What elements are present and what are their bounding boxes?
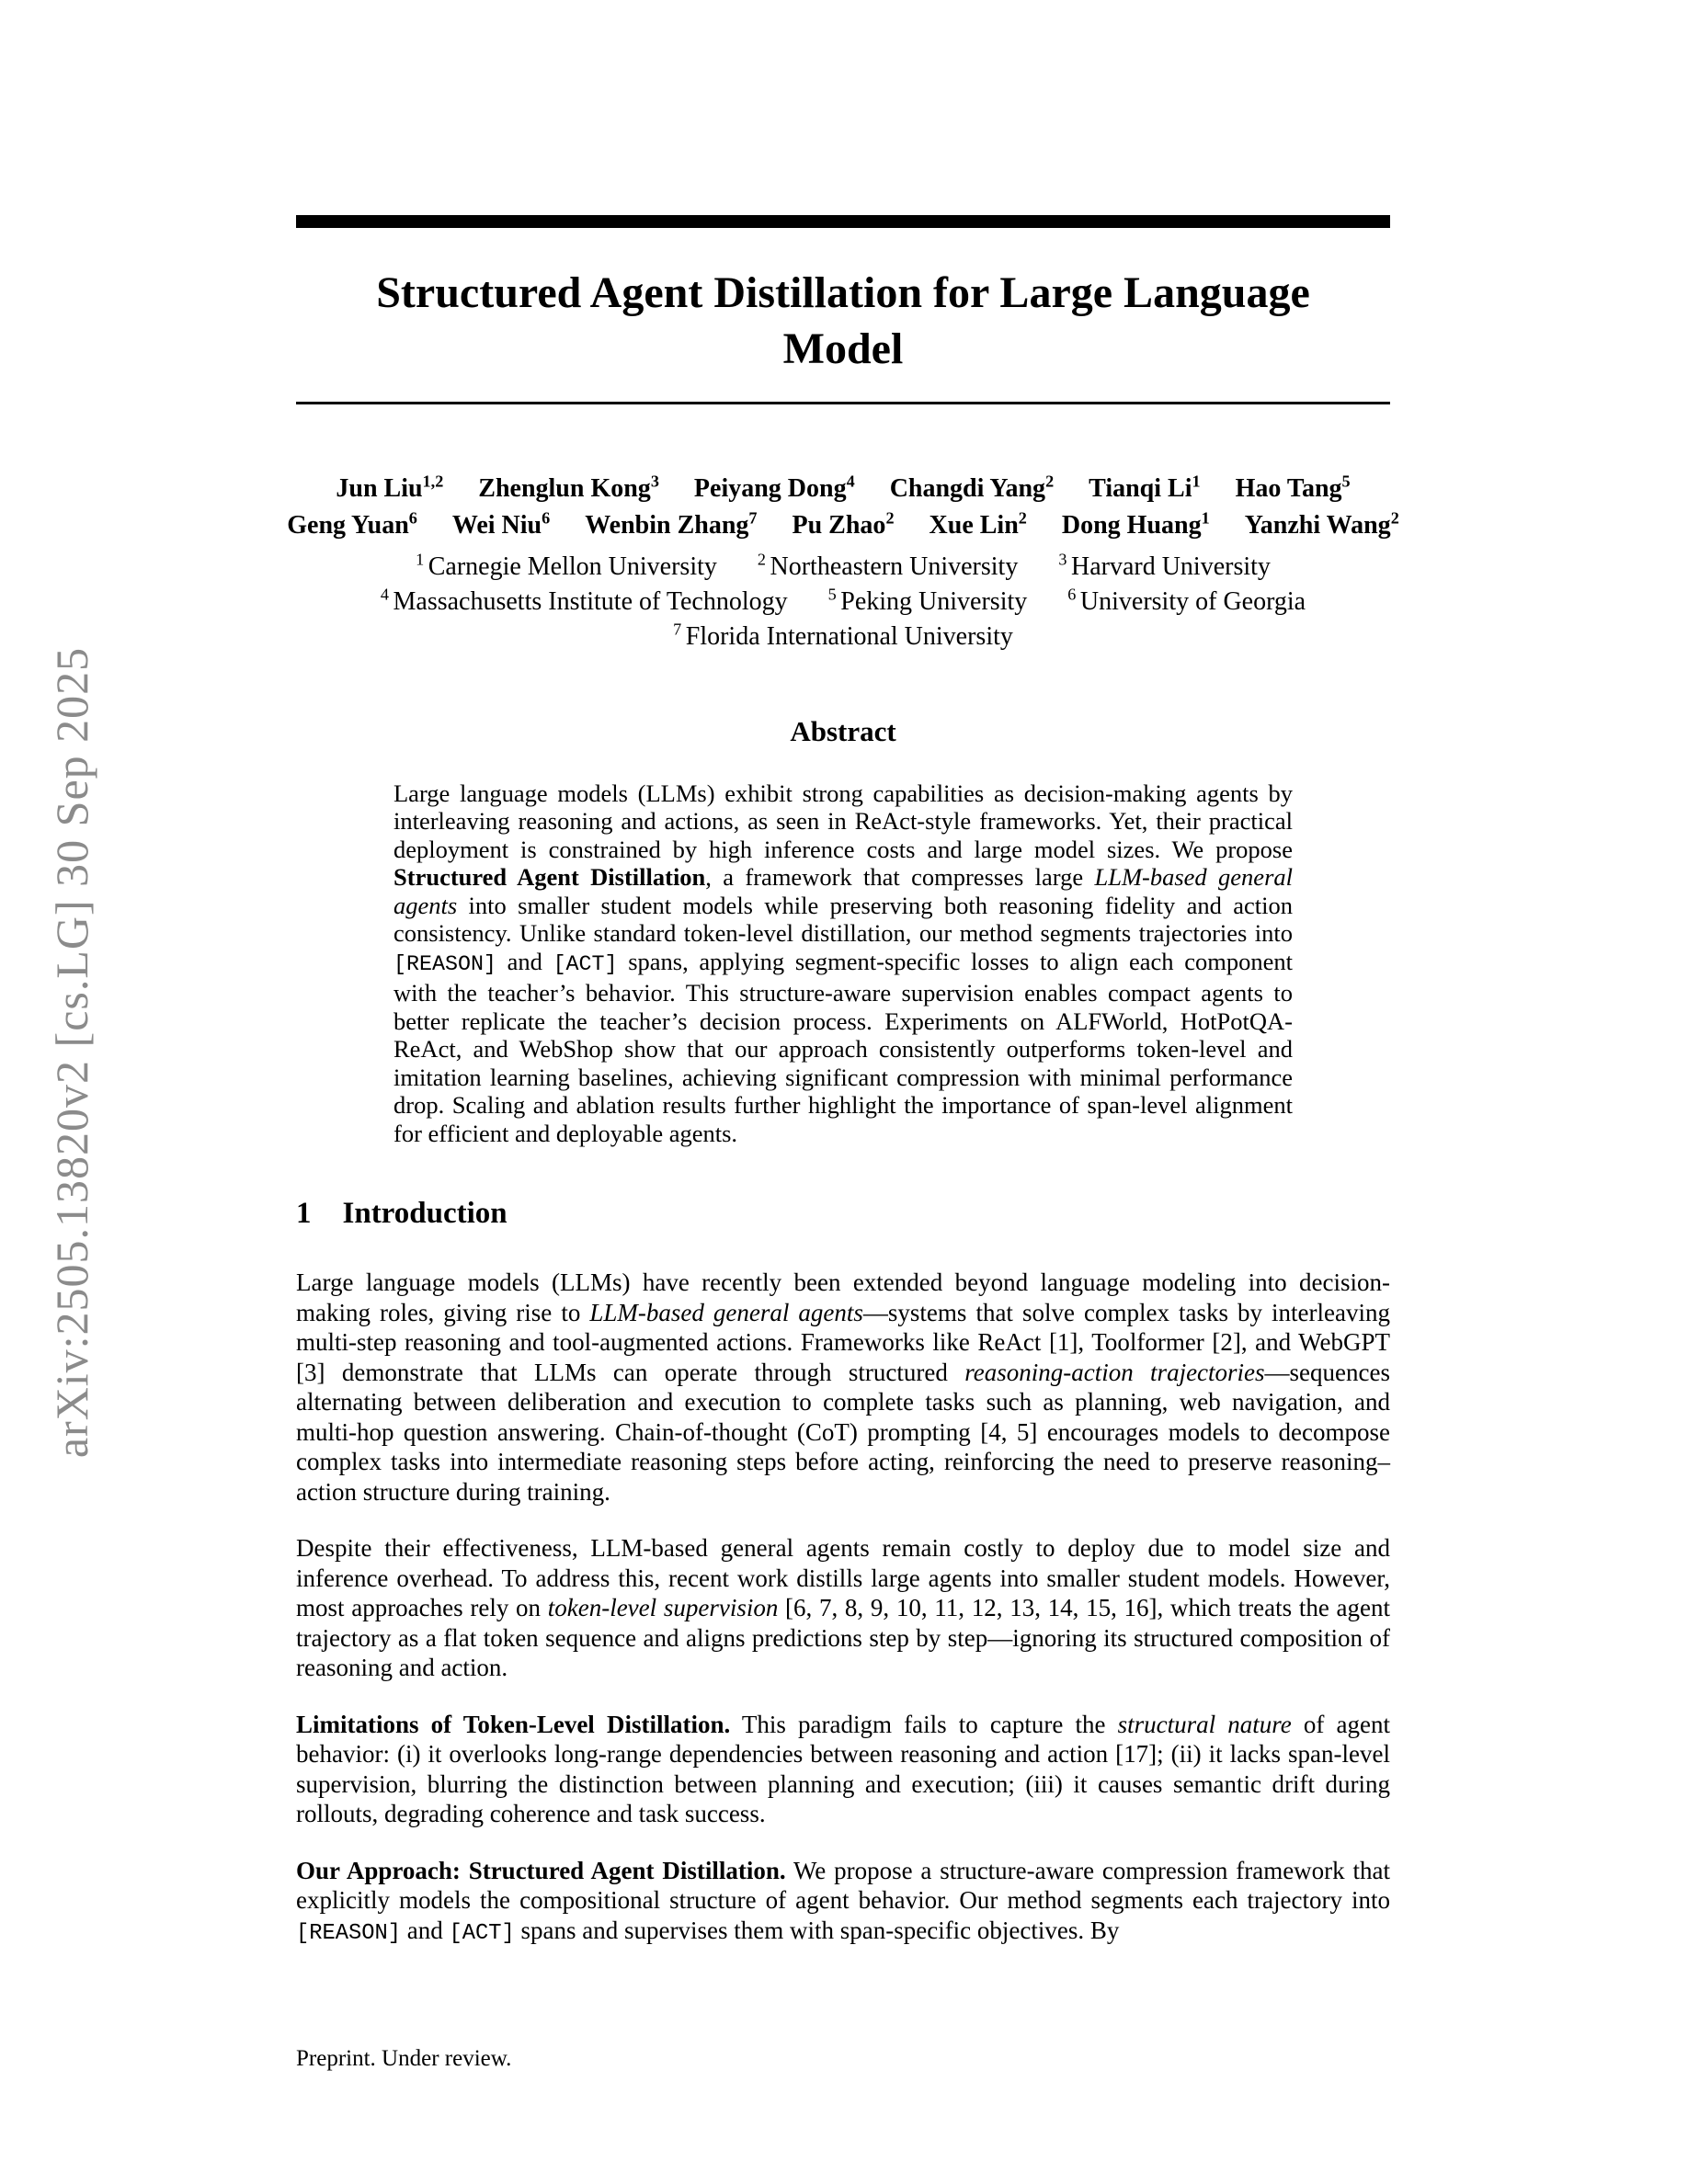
- author-affiliation-superscript: 1: [1201, 508, 1210, 528]
- text-span: , a framework that compresses large: [705, 863, 1095, 892]
- text-span: [6, 7, 8, 9, 10, 11, 12, 13, 14, 15, 16], which treats the agent trajectory as a flat token sequence and aligns predictions step by step—ignoring its structured composition of reasoning and action.: [296, 1594, 1390, 1682]
- author-affiliation-superscript: 2: [885, 508, 895, 528]
- affiliation-superscript: 5: [827, 585, 841, 604]
- text-span: reasoning-action trajectories: [964, 1358, 1265, 1386]
- affiliation: $^4$ Massachusetts Institute of Technology: [380, 585, 788, 616]
- text-span: —sequences alternating between deliberation and execution to complete tasks such as planning, web navigation, and multi-hop question answering. Chain-of-thought (CoT) prompting [4, 5] encourages models to decompose complex tasks into intermediate reasoning steps before acting, reinforcing the need to preserve reasoning–action structure during training.: [296, 1358, 1390, 1506]
- text-span: Large language models (LLMs) exhibit strong capabilities as decision-making agents by interleaving reasoning and actions, as seen in ReAct-style frameworks. Yet, their practical deployment is constrained by high inference costs and large model sizes. We propose: [393, 779, 1293, 863]
- affiliation: $^3$ Harvard University: [1058, 550, 1271, 581]
- code-span: [ACT]: [449, 1920, 515, 1946]
- author-name: Changdi Yang$^2$: [889, 472, 1055, 503]
- title-rule-bottom: [296, 402, 1390, 404]
- affiliation-superscript: 6: [1067, 585, 1080, 604]
- author-affiliation-superscript: 5: [1341, 472, 1351, 491]
- author-rows: [287, 471, 1399, 544]
- affiliation-superscript: 2: [757, 550, 770, 569]
- author-name: Jun Liu$^{1,2}$: [336, 472, 444, 503]
- author-affiliation-superscript: 7: [748, 508, 758, 528]
- affiliation-superscript: 1: [416, 550, 428, 569]
- affiliation-row: [296, 585, 1390, 620]
- author-name: Zhenglun Kong$^3$: [478, 472, 659, 503]
- text-span: token-level supervision: [547, 1594, 779, 1622]
- text-span: and: [401, 1916, 450, 1944]
- text-span: Large language models (LLMs) have recently been extended beyond language modeling into decision-making roles, giving rise to: [296, 1268, 1390, 1326]
- affiliation: $^6$ University of Georgia: [1067, 585, 1306, 616]
- author-affiliation-superscript: 3: [650, 472, 659, 491]
- author-affiliation-superscript: 2: [1045, 472, 1055, 491]
- affiliation: $^2$ Northeastern University: [757, 550, 1019, 581]
- paper-title-line1: Structured Agent Distillation for Large Language: [376, 268, 1310, 317]
- text-span: —systems that solve complex tasks by interleaving multi-step reasoning and tool-augmented actions. Frameworks like ReAct [1], Toolformer [2], and WebGPT [3] demonstrate that LLMs can operate through structured: [296, 1298, 1390, 1386]
- title-rule-top: [296, 215, 1390, 228]
- text-span: of agent behavior: (i) it overlooks long-range dependencies between reasoning and action [17]; (ii) it lacks span-level supervision, blurring the distinction between planning and execution; (iii) it causes semantic drift during rollouts, degrading coherence and task success.: [296, 1710, 1390, 1828]
- affiliation-superscript: 7: [673, 620, 686, 639]
- affiliation-row: [296, 550, 1390, 585]
- code-span: [REASON]: [296, 1920, 402, 1946]
- section-title: Introduction: [342, 1197, 508, 1231]
- affiliation: $^1$ Carnegie Mellon University: [416, 550, 717, 581]
- affiliation-rows: [296, 550, 1390, 654]
- abstract-heading: Abstract: [790, 714, 896, 747]
- paper-title: [296, 265, 1390, 378]
- arxiv-watermark: arXiv:2505.13820v2 [cs.LG] 30 Sep 2025: [46, 646, 97, 1459]
- author-name: Peiyang Dong$^4$: [693, 472, 855, 503]
- author-block: [287, 471, 1399, 654]
- paragraph: [296, 1533, 1390, 1683]
- author-affiliation-superscript: 2: [1018, 508, 1027, 528]
- abstract-section: [296, 715, 1390, 1148]
- author-row: [296, 471, 1390, 507]
- text-span: Limitations of Token-Level Distillation.: [296, 1710, 731, 1738]
- affiliation: $^7$ Florida International University: [673, 620, 1013, 651]
- text-span: Our Approach: Structured Agent Distillation.: [296, 1856, 786, 1884]
- author-affiliation-superscript: 6: [408, 508, 417, 528]
- author-name: Yanzhi Wang$^2$: [1244, 508, 1399, 540]
- author-name: Pu Zhao$^2$: [792, 508, 895, 540]
- author-name: Geng Yuan$^6$: [287, 508, 417, 540]
- affiliation-superscript: 4: [380, 585, 393, 604]
- author-name: Xue Lin$^2$: [929, 508, 1027, 540]
- affiliation-superscript: 3: [1058, 550, 1071, 569]
- author-affiliation-superscript: 4: [846, 472, 855, 491]
- code-span: [ACT]: [553, 952, 618, 977]
- author-name: Wenbin Zhang$^7$: [585, 508, 758, 540]
- author-name: Hao Tang$^5$: [1235, 472, 1351, 503]
- text-span: We propose a structure-aware compression framework that explicitly models the compositional structure of agent behavior. Our method segments each trajectory into: [296, 1856, 1390, 1915]
- paper-content: [287, 0, 1399, 1975]
- text-span: This paradigm fails to capture the: [730, 1710, 1118, 1738]
- paragraph: [296, 1856, 1390, 1950]
- introduction-body: [296, 1268, 1390, 1949]
- author-name: Dong Huang$^1$: [1061, 508, 1210, 540]
- code-span: [REASON]: [393, 952, 496, 977]
- affiliation-row: [296, 620, 1390, 654]
- author-affiliation-superscript: 2: [1390, 508, 1399, 528]
- preprint-note: Preprint. Under review.: [296, 2046, 512, 2071]
- paragraph: [296, 1710, 1390, 1829]
- author-affiliation-superscript: 1: [1192, 472, 1201, 491]
- author-row: [287, 507, 1399, 544]
- author-name: Tianqi Li$^1$: [1089, 472, 1201, 503]
- text-span: into smaller student models while preserving both reasoning fidelity and action consistency. Unlike standard token-level distillation, our method segments trajectories into: [393, 891, 1293, 948]
- affiliation: $^5$ Peking University: [827, 585, 1028, 616]
- paragraph: [296, 1268, 1390, 1507]
- author-affiliation-superscript: 1,2: [422, 472, 444, 491]
- text-span: Structured Agent Distillation: [393, 863, 706, 892]
- section-number: 1: [296, 1197, 312, 1231]
- text-span: LLM-based general agents: [589, 1298, 863, 1326]
- text-span: structural nature: [1117, 1710, 1292, 1738]
- text-span: spans and supervises them with span-specific objectives. By: [514, 1916, 1120, 1944]
- author-affiliation-superscript: 6: [542, 508, 551, 528]
- text-span: and: [496, 947, 553, 975]
- paper-title-line2: Model: [782, 324, 904, 374]
- text-span: Despite their effectiveness, LLM-based general agents remain costly to deploy due to model size and inference overhead. To address this, recent work distills large agents into smaller student models. However, most approaches rely on: [296, 1534, 1390, 1622]
- text-span: LLM-based general agents: [393, 863, 1293, 919]
- section-heading-introduction: [296, 1197, 1390, 1231]
- text-span: spans, applying segment-specific losses to align each component with the teacher’s behavior. This structure-aware supervision enables compact agents to better replicate the teacher’s decision process. Experiments on ALFWorld, HotPotQA-ReAct, and WebShop show that our approach consistently outperforms token-level and imitation learning baselines, achieving significant compression with minimal performance drop. Scaling and ablation results further highlight the importance of span-level alignment for efficient and deployable agents.: [393, 947, 1293, 1147]
- abstract-text: [393, 779, 1293, 1148]
- author-name: Wei Niu$^6$: [451, 508, 551, 540]
